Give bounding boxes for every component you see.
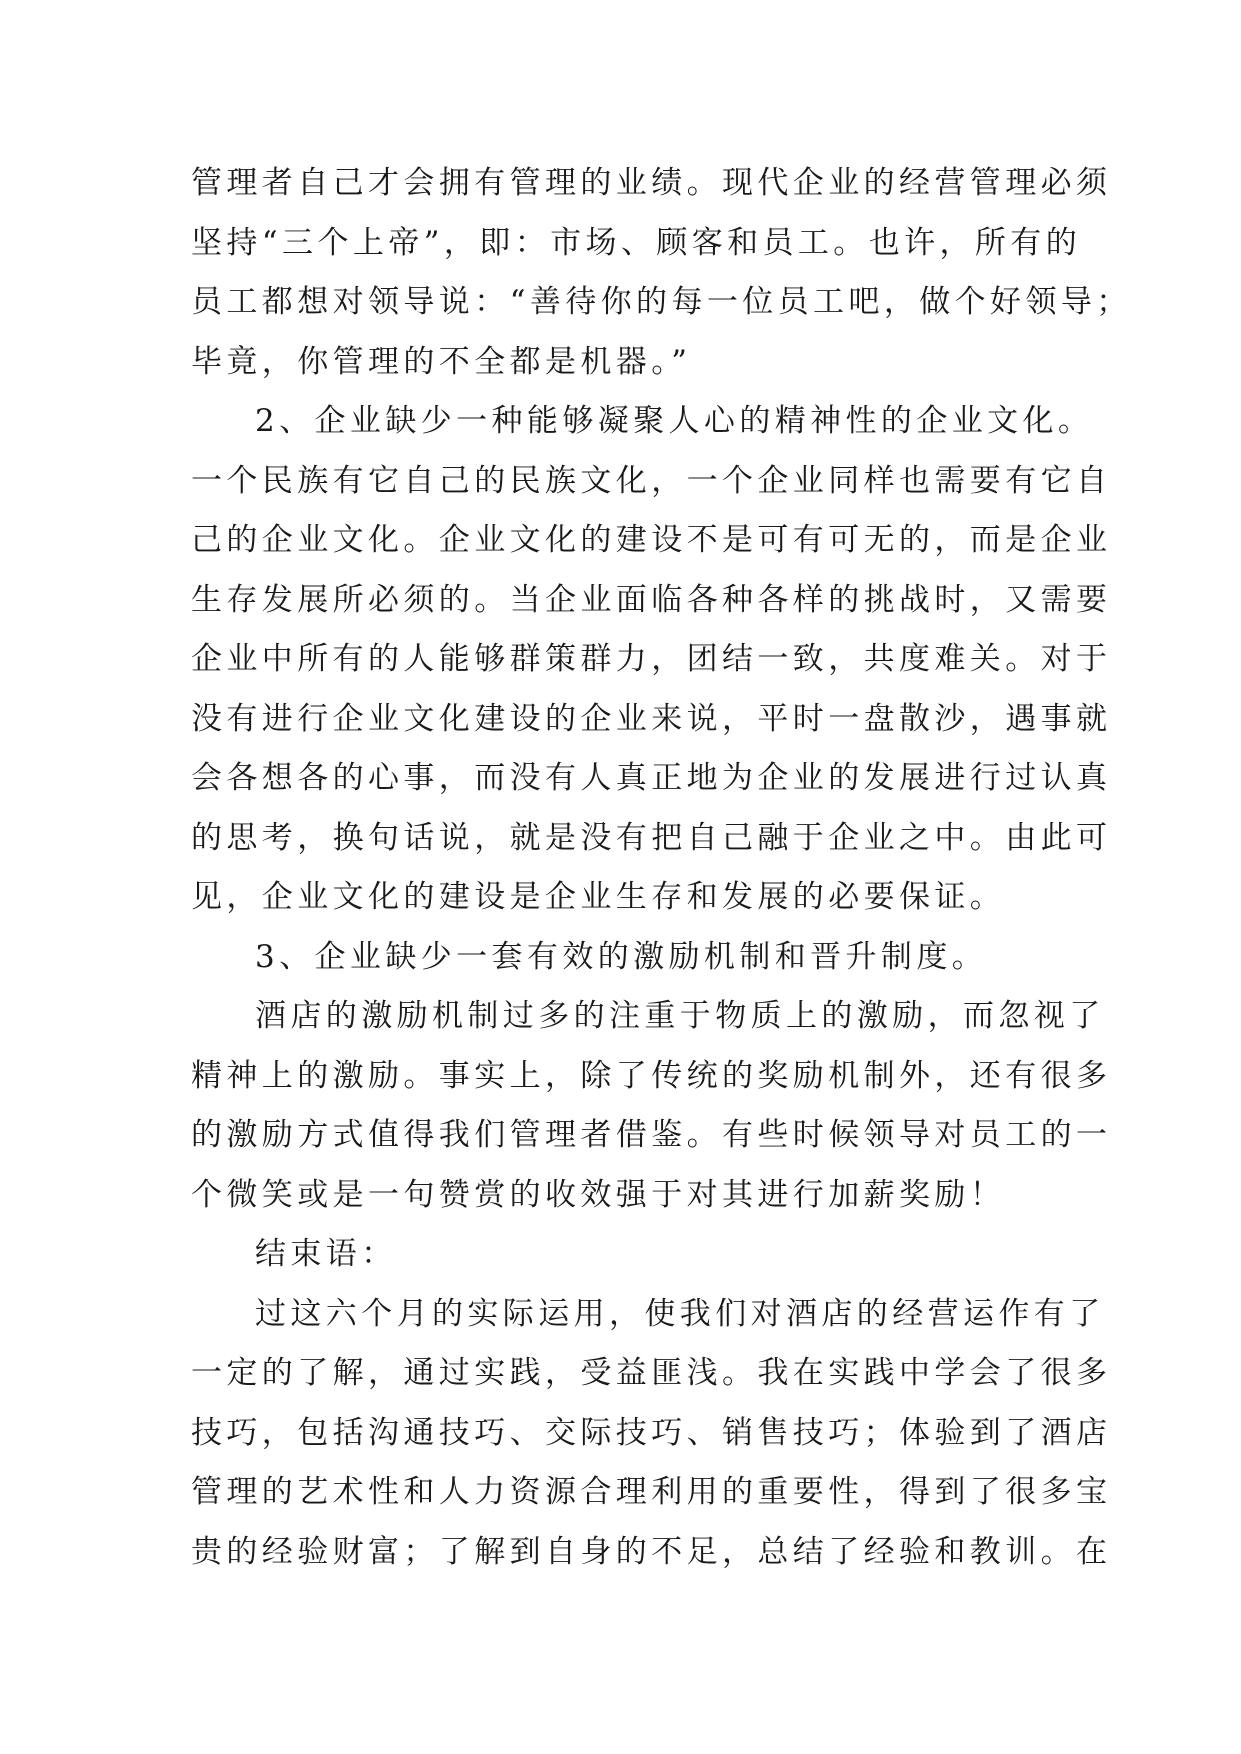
text-line: 一定的了解，通过实践，受益匪浅。我在实践中学会了很多 — [191, 1355, 1112, 1391]
text-line: 一个民族有它自己的民族文化，一个企业同样也需要有它自 — [191, 462, 1112, 499]
text-line: 的思考，换句话说，就是没有把自己融于企业之中。由此可 — [191, 819, 1112, 856]
text-line: 会各想各的心事，而没有人真正地为企业的发展进行过认真 — [191, 760, 1112, 796]
text-line: 坚持“三个上帝”，即：市场、顾客和员工。也许，所有的 — [191, 224, 1082, 261]
text-line: 管理的艺术性和人力资源合理利用的重要性，得到了很多宝 — [191, 1474, 1112, 1510]
text-line: 生存发展所必须的。当企业面临各种各样的挑战时，又需要 — [191, 581, 1112, 618]
text-line: 个微笑或是一句赞赏的收效强于对其进行加薪奖励！ — [191, 1176, 1006, 1213]
text-line: 没有进行企业文化建设的企业来说，平时一盘散沙，遇事就 — [191, 700, 1112, 737]
document-body — [191, 154, 1132, 1582]
text-line: 过这六个月的实际运用，使我们对酒店的经营运作有了 — [255, 1295, 1105, 1332]
text-line: 酒店的激励机制过多的注重于物质上的激励，而忽视了 — [255, 998, 1105, 1034]
conclusion-heading: 结束语： — [255, 1236, 397, 1272]
text-line: 精神上的激励。事实上，除了传统的奖励机制外，还有很多 — [191, 1057, 1112, 1094]
text-line: 己的企业文化。企业文化的建设不是可有可无的，而是企业 — [191, 522, 1112, 558]
text-line: 贵的经验财富；了解到自身的不足，总结了经验和教训。在 — [191, 1533, 1112, 1570]
text-line: 2、企业缺少一种能够凝聚人心的精神性的企业文化。 — [255, 403, 1094, 439]
text-line: 员工都想对领导说：“善待你的每一位员工吧，做个好领导； — [191, 284, 1132, 320]
text-line: 企业中所有的人能够群策群力，团结一致，共度难关。对于 — [191, 641, 1112, 677]
text-line: 3、企业缺少一套有效的激励机制和晋升制度。 — [255, 938, 988, 975]
text-line: 技巧，包括沟通技巧、交际技巧、销售技巧；体验到了酒店 — [191, 1414, 1112, 1451]
text-line: 的激励方式值得我们管理者借鉴。有些时候领导对员工的一 — [191, 1117, 1112, 1153]
text-line: 毕竟，你管理的不全都是机器。” — [191, 343, 692, 380]
text-line: 管理者自己才会拥有管理的业绩。现代企业的经营管理必须 — [191, 165, 1112, 201]
text-line: 见，企业文化的建设是企业生存和发展的必要保证。 — [191, 879, 1006, 915]
